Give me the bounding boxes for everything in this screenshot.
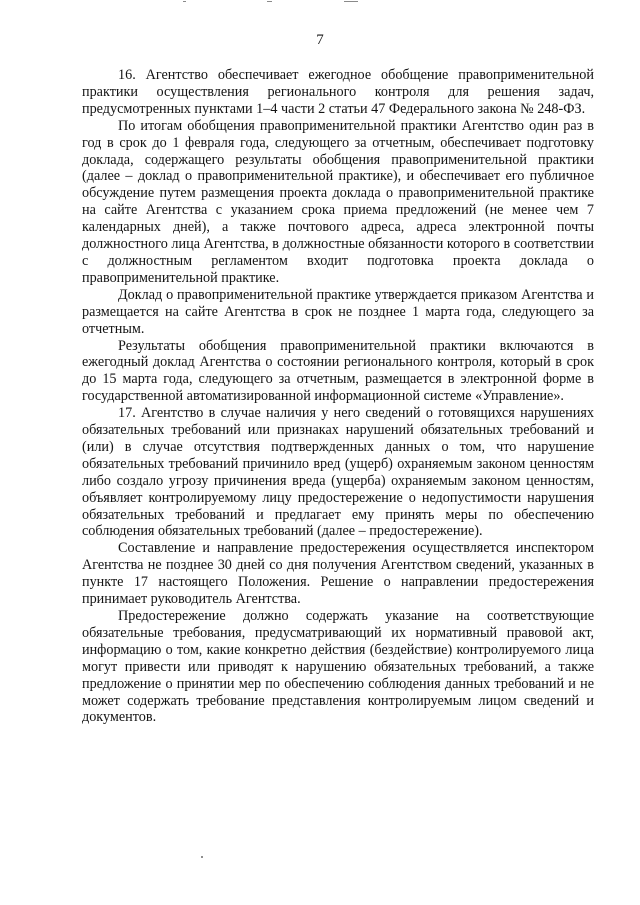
paragraph-results: Результаты обобщения правоприменительной практики включаются в ежегодный доклад Агентства о состоянии регионального контроля, который в срок до 15 марта года, следующего за отчетным, размещается в электронной форме в государственной автоматизированной информационной системе «Управление». [82, 337, 594, 405]
document-body [82, 67, 594, 726]
paragraph-17: 17. Агентство в случае наличия у него сведений о готовящихся нарушениях обязательных требований или признаках нарушений обязательных требований и (или) в случае отсутствия подтвержденных данных о том, что нарушение обязательных требований причинило вред (ущерб) охраняемым законом ценностям либо создало угрозу причинения вреда (ущерба) охраняемым законом ценностям, объявляет контролируемому лицу предостережение о недопустимости нарушения обязательных требований и предлагает ему принять меры по обеспечению соблюдения обязательных требований (далее – предостережение). [82, 405, 594, 540]
scan-artifact-mark [183, 1, 186, 2]
scan-artifact-mark [344, 1, 358, 2]
paragraph-16: 16. Агентство обеспечивает ежегодное обобщение правоприменительной практики осуществления регионального контроля для решения задач, предусмотренных пунктами 1–4 части 2 статьи 47 Федерального закона № 248-ФЗ. [82, 67, 594, 117]
scan-speck [201, 856, 203, 858]
paragraph-report-approval: Доклад о правоприменительной практике утверждается приказом Агентства и размещается на сайте Агентства в срок не позднее 1 марта года, следующего за отчетным. [82, 286, 594, 337]
paragraph-warning-issuance: Составление и направление предостережения осуществляется инспектором Агентства не позднее 30 дней со дня получения Агентством сведений, указанных в пункте 17 настоящего Положения. Решение о направлении предостережения принимает руководитель Агентства. [82, 540, 594, 608]
page-number: 7 [316, 32, 324, 48]
scan-artifact-mark [267, 1, 272, 2]
paragraph-report: По итогам обобщения правоприменительной практики Агентство один раз в год в срок до 1 февраля года, следующего за отчетным, обеспечивает подготовку доклада, содержащего результаты обобщения правоприменительной практики (далее – доклад о правоприменительной практике), и обеспечивает его публичное обсуждение путем размещения проекта доклада о правоприменительной практике на сайте Агентства с указанием срока приема предложений (не менее чем 7 календарных дней), а также почтового адреса, адреса электронной почты должностного лица Агентства, в должностные обязанности которого в соответствии с должностным регламентом входит подготовка проекта доклада о правоприменительной практике. [82, 117, 594, 286]
paragraph-warning-content: Предостережение должно содержать указание на соответствующие обязательные требования, предусматривающий их нормативный правовой акт, информацию о том, какие конкретно действия (бездействие) контролируемого лица могут привести или приводят к нарушению обязательных требований, а также предложение о принятии мер по обеспечению соблюдения данных требований и не может содержать требование представления контролируемым лицом сведений и документов. [82, 608, 594, 726]
